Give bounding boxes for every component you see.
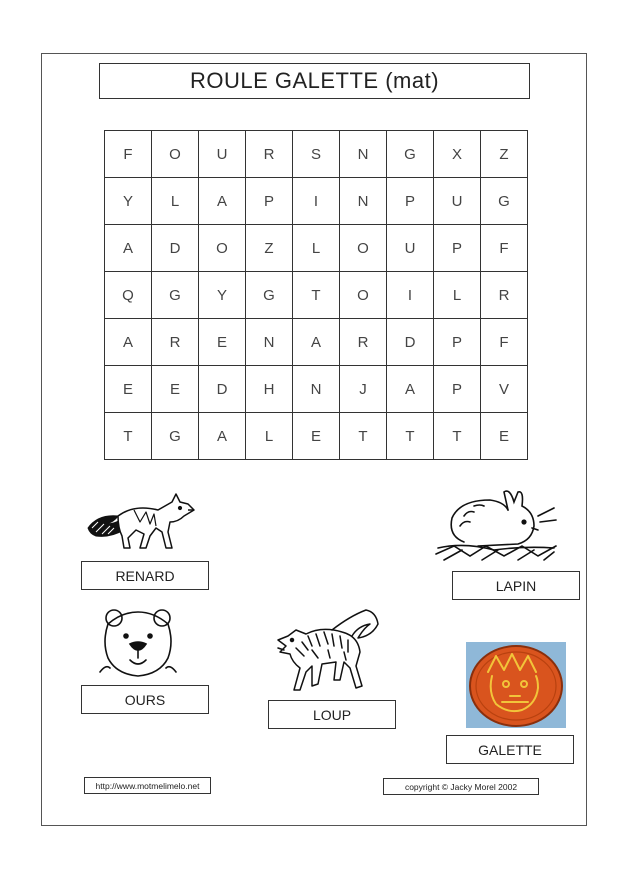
grid-cell[interactable]: Q — [105, 272, 152, 319]
grid-cell[interactable]: S — [293, 131, 340, 178]
grid-cell[interactable]: A — [199, 178, 246, 225]
grid-row — [105, 319, 528, 366]
grid-row — [105, 413, 528, 460]
website-link[interactable]: http://www.motmelimelo.net — [84, 777, 211, 794]
rabbit-illustration — [434, 486, 558, 562]
grid-cell[interactable]: D — [152, 225, 199, 272]
grid-cell[interactable]: Y — [199, 272, 246, 319]
bear-illustration — [96, 606, 180, 682]
grid-cell[interactable]: H — [246, 366, 293, 413]
grid-cell[interactable]: I — [293, 178, 340, 225]
word-label-galette: GALETTE — [446, 735, 574, 764]
grid-cell[interactable]: X — [434, 131, 481, 178]
grid-cell[interactable]: D — [387, 319, 434, 366]
grid-row — [105, 366, 528, 413]
grid-cell[interactable]: T — [293, 272, 340, 319]
word-label-lapin: LAPIN — [452, 571, 580, 600]
grid-cell[interactable]: L — [293, 225, 340, 272]
grid-cell[interactable]: P — [387, 178, 434, 225]
word-label-ours: OURS — [81, 685, 209, 714]
grid-cell[interactable]: Z — [481, 131, 528, 178]
grid-cell[interactable]: U — [199, 131, 246, 178]
grid-cell[interactable]: N — [246, 319, 293, 366]
wolf-illustration — [272, 606, 384, 698]
grid-row — [105, 131, 528, 178]
grid-cell[interactable]: Z — [246, 225, 293, 272]
grid-cell[interactable]: G — [246, 272, 293, 319]
grid-cell[interactable]: G — [152, 272, 199, 319]
grid-cell[interactable]: J — [340, 366, 387, 413]
word-label-loup: LOUP — [268, 700, 396, 729]
grid-cell[interactable]: E — [199, 319, 246, 366]
grid-cell[interactable]: O — [340, 225, 387, 272]
grid-cell[interactable]: L — [152, 178, 199, 225]
grid-row — [105, 178, 528, 225]
grid-cell[interactable]: P — [434, 225, 481, 272]
grid-cell[interactable]: N — [293, 366, 340, 413]
grid-cell[interactable]: R — [340, 319, 387, 366]
grid-row — [105, 272, 528, 319]
page-title: ROULE GALETTE (mat) — [99, 63, 530, 99]
grid-cell[interactable]: P — [434, 319, 481, 366]
grid-cell[interactable]: E — [481, 413, 528, 460]
grid-cell[interactable]: P — [434, 366, 481, 413]
grid-cell[interactable]: V — [481, 366, 528, 413]
grid-cell[interactable]: R — [246, 131, 293, 178]
grid-cell[interactable]: U — [434, 178, 481, 225]
grid-cell[interactable]: F — [481, 225, 528, 272]
grid-cell[interactable]: A — [105, 225, 152, 272]
grid-cell[interactable]: O — [152, 131, 199, 178]
grid-cell[interactable]: F — [105, 131, 152, 178]
copyright-notice: copyright © Jacky Morel 2002 — [383, 778, 539, 795]
grid-cell[interactable]: L — [434, 272, 481, 319]
grid-cell[interactable]: L — [246, 413, 293, 460]
grid-cell[interactable]: O — [199, 225, 246, 272]
grid-cell[interactable]: G — [481, 178, 528, 225]
grid-cell[interactable]: E — [105, 366, 152, 413]
grid-cell[interactable]: T — [387, 413, 434, 460]
grid-cell[interactable]: G — [387, 131, 434, 178]
grid-cell[interactable]: T — [340, 413, 387, 460]
word-search-grid — [104, 130, 528, 460]
grid-cell[interactable]: E — [152, 366, 199, 413]
grid-cell[interactable]: E — [293, 413, 340, 460]
grid-cell[interactable]: R — [152, 319, 199, 366]
grid-cell[interactable]: A — [387, 366, 434, 413]
grid-cell[interactable]: Y — [105, 178, 152, 225]
grid-cell[interactable]: D — [199, 366, 246, 413]
grid-cell[interactable]: T — [105, 413, 152, 460]
grid-cell[interactable]: O — [340, 272, 387, 319]
grid-cell[interactable]: N — [340, 178, 387, 225]
fox-illustration — [84, 488, 196, 556]
grid-cell[interactable]: F — [481, 319, 528, 366]
grid-cell[interactable]: N — [340, 131, 387, 178]
grid-cell[interactable]: A — [199, 413, 246, 460]
word-label-renard: RENARD — [81, 561, 209, 590]
grid-cell[interactable]: A — [293, 319, 340, 366]
grid-cell[interactable]: P — [246, 178, 293, 225]
grid-cell[interactable]: I — [387, 272, 434, 319]
grid-cell[interactable]: R — [481, 272, 528, 319]
grid-cell[interactable]: G — [152, 413, 199, 460]
grid-row — [105, 225, 528, 272]
grid-cell[interactable]: U — [387, 225, 434, 272]
grid-cell[interactable]: T — [434, 413, 481, 460]
galette-illustration — [466, 642, 566, 728]
grid-cell[interactable]: A — [105, 319, 152, 366]
